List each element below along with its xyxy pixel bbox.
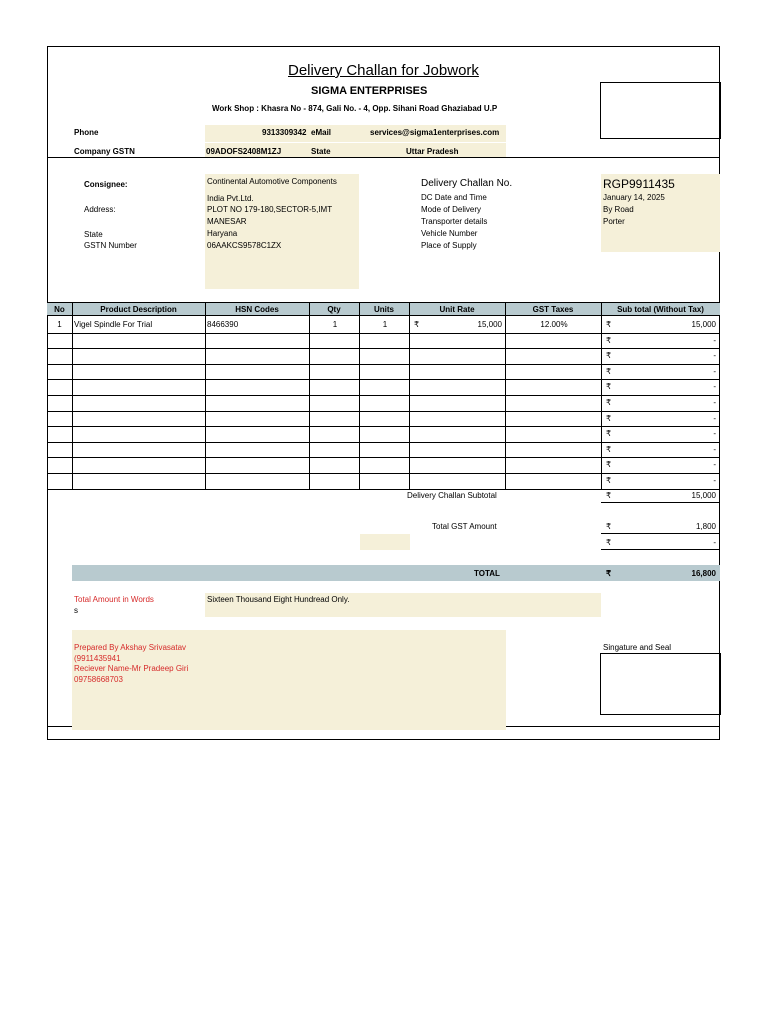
empty-row-symbol: ₹ bbox=[606, 336, 612, 345]
row-rate-symbol: ₹ bbox=[414, 320, 420, 329]
empty-row-symbol: ₹ bbox=[606, 414, 612, 423]
row-qty: 1 bbox=[332, 320, 338, 329]
dc-date-label: DC Date and Time bbox=[421, 193, 487, 202]
total-symbol: ₹ bbox=[606, 569, 612, 578]
total-value: 16,800 bbox=[691, 569, 716, 578]
subtotal-value: 15,000 bbox=[691, 491, 716, 500]
mode-value: By Road bbox=[603, 205, 634, 214]
logo-box bbox=[600, 82, 721, 139]
gst-total-value: 1,800 bbox=[695, 522, 716, 531]
col-qty: Qty bbox=[327, 305, 341, 314]
vehicle-label: Vehicle Number bbox=[421, 229, 478, 238]
transporter-label: Transporter details bbox=[421, 217, 488, 226]
state-label: State bbox=[311, 147, 331, 156]
gst-total-label: Total GST Amount bbox=[432, 522, 497, 531]
table-row-line bbox=[47, 457, 720, 458]
total-label: TOTAL bbox=[474, 569, 500, 578]
email-value: services@sigma1enterprises.com bbox=[370, 128, 500, 137]
empty-row-value: - bbox=[713, 367, 716, 376]
phone-label: Phone bbox=[74, 128, 99, 137]
consignee-gstn: 06AAKCS9578C1ZX bbox=[207, 241, 282, 250]
table-row-line bbox=[47, 442, 720, 443]
row-sub-symbol: ₹ bbox=[606, 320, 612, 329]
table-column-line bbox=[205, 302, 206, 489]
signature-label: Singature and Seal bbox=[603, 643, 672, 652]
table-row-line bbox=[47, 411, 720, 412]
col-subtotal: Sub total (Without Tax) bbox=[617, 305, 704, 314]
extra-symbol: ₹ bbox=[606, 538, 612, 547]
extra-value: - bbox=[713, 538, 716, 547]
empty-row-symbol: ₹ bbox=[606, 429, 612, 438]
row-no: 1 bbox=[57, 320, 62, 329]
empty-row-symbol: ₹ bbox=[606, 367, 612, 376]
empty-highlight bbox=[360, 534, 410, 550]
table-row-line bbox=[47, 473, 720, 474]
empty-row-symbol: ₹ bbox=[606, 351, 612, 360]
prepared-line: (9911435941 bbox=[74, 654, 121, 663]
row-sub: 15,000 bbox=[691, 320, 716, 329]
empty-row-value: - bbox=[713, 414, 716, 423]
consignee-label: Consignee: bbox=[84, 180, 128, 189]
empty-row-value: - bbox=[713, 351, 716, 360]
empty-row-value: - bbox=[713, 398, 716, 407]
table-column-line bbox=[72, 302, 73, 489]
empty-row-value: - bbox=[713, 429, 716, 438]
phone-value: 9313309342 bbox=[262, 128, 307, 137]
header-divider bbox=[47, 157, 720, 158]
empty-row-value: - bbox=[713, 336, 716, 345]
table-row-line bbox=[47, 426, 720, 427]
table-row-line bbox=[47, 348, 720, 349]
transporter-value: Porter bbox=[603, 217, 625, 226]
words-extra: s bbox=[74, 606, 78, 615]
col-units: Units bbox=[374, 305, 394, 314]
company-address: Work Shop : Khasra No - 874, Gali No. - 4, Opp. Sihani Road Ghaziabad U.P bbox=[212, 104, 498, 113]
row-rate: 15,000 bbox=[477, 320, 502, 329]
consignee-state-label: State bbox=[84, 230, 103, 239]
empty-row-symbol: ₹ bbox=[606, 460, 612, 469]
col-unit-rate: Unit Rate bbox=[439, 305, 475, 314]
table-row-line bbox=[47, 379, 720, 380]
consignee-state: Haryana bbox=[207, 229, 238, 238]
row-hsn: 8466390 bbox=[207, 320, 239, 329]
extra-underline bbox=[601, 549, 720, 550]
table-row-line bbox=[47, 395, 720, 396]
table-row-line bbox=[47, 364, 720, 365]
col-hsn: HSN Codes bbox=[235, 305, 279, 314]
consignee-address-line: India Pvt.Ltd. bbox=[207, 194, 254, 203]
state-value: Uttar Pradesh bbox=[406, 147, 459, 156]
prepared-line: Reciever Name-Mr Pradeep Giri bbox=[74, 664, 189, 673]
empty-row-value: - bbox=[713, 445, 716, 454]
challan-no-label: Delivery Challan No. bbox=[421, 178, 513, 189]
subtotal-label: Delivery Challan Subtotal bbox=[407, 491, 497, 500]
empty-row-symbol: ₹ bbox=[606, 398, 612, 407]
row-gst: 12.00% bbox=[540, 320, 568, 329]
dc-date-value: January 14, 2025 bbox=[603, 193, 665, 202]
gstn-label: Company GSTN bbox=[74, 147, 135, 156]
empty-row-value: - bbox=[713, 382, 716, 391]
company-name: SIGMA ENTERPRISES bbox=[311, 85, 428, 97]
total-bar bbox=[72, 565, 720, 581]
empty-row-symbol: ₹ bbox=[606, 382, 612, 391]
consignee-address-line: PLOT NO 179-180,SECTOR-5,IMT bbox=[207, 205, 333, 214]
address-label: Address: bbox=[84, 205, 116, 214]
table-row-line bbox=[47, 489, 720, 490]
challan-no-value: RGP9911435 bbox=[603, 177, 675, 191]
words-label: Total Amount in Words bbox=[74, 595, 154, 604]
document-title: Delivery Challan for Jobwork bbox=[288, 62, 479, 79]
signature-box bbox=[600, 653, 721, 715]
subtotal-underline bbox=[601, 502, 720, 503]
gst-total-symbol: ₹ bbox=[606, 522, 612, 531]
consignee-name: Continental Automotive Components bbox=[207, 177, 337, 186]
col-gst: GST Taxes bbox=[532, 305, 574, 314]
prepared-line: Prepared By Akshay Srivasatav bbox=[74, 643, 187, 652]
mode-label: Mode of Delivery bbox=[421, 205, 482, 214]
empty-row-value: - bbox=[713, 460, 716, 469]
prepared-line: 09758668703 bbox=[74, 675, 123, 684]
table-row-line bbox=[47, 333, 720, 334]
subtotal-symbol: ₹ bbox=[606, 491, 612, 500]
row-units: 1 bbox=[382, 320, 388, 329]
gst-underline bbox=[601, 533, 720, 534]
empty-row-value: - bbox=[713, 476, 716, 485]
col-description: Product Description bbox=[100, 305, 177, 314]
empty-row-symbol: ₹ bbox=[606, 445, 612, 454]
supply-label: Place of Supply bbox=[421, 241, 477, 250]
col-no: No bbox=[54, 305, 65, 314]
gstn-value: 09ADOFS2408M1ZJ bbox=[206, 147, 282, 156]
email-label: eMail bbox=[311, 128, 332, 137]
row-description: Vigel Spindle For Trial bbox=[74, 320, 153, 329]
consignee-address-line: MANESAR bbox=[207, 217, 247, 226]
items-table-header bbox=[47, 302, 720, 316]
words-value: Sixteen Thousand Eight Hundread Only. bbox=[207, 595, 350, 604]
empty-row-symbol: ₹ bbox=[606, 476, 612, 485]
consignee-gstn-label: GSTN Number bbox=[84, 241, 137, 250]
